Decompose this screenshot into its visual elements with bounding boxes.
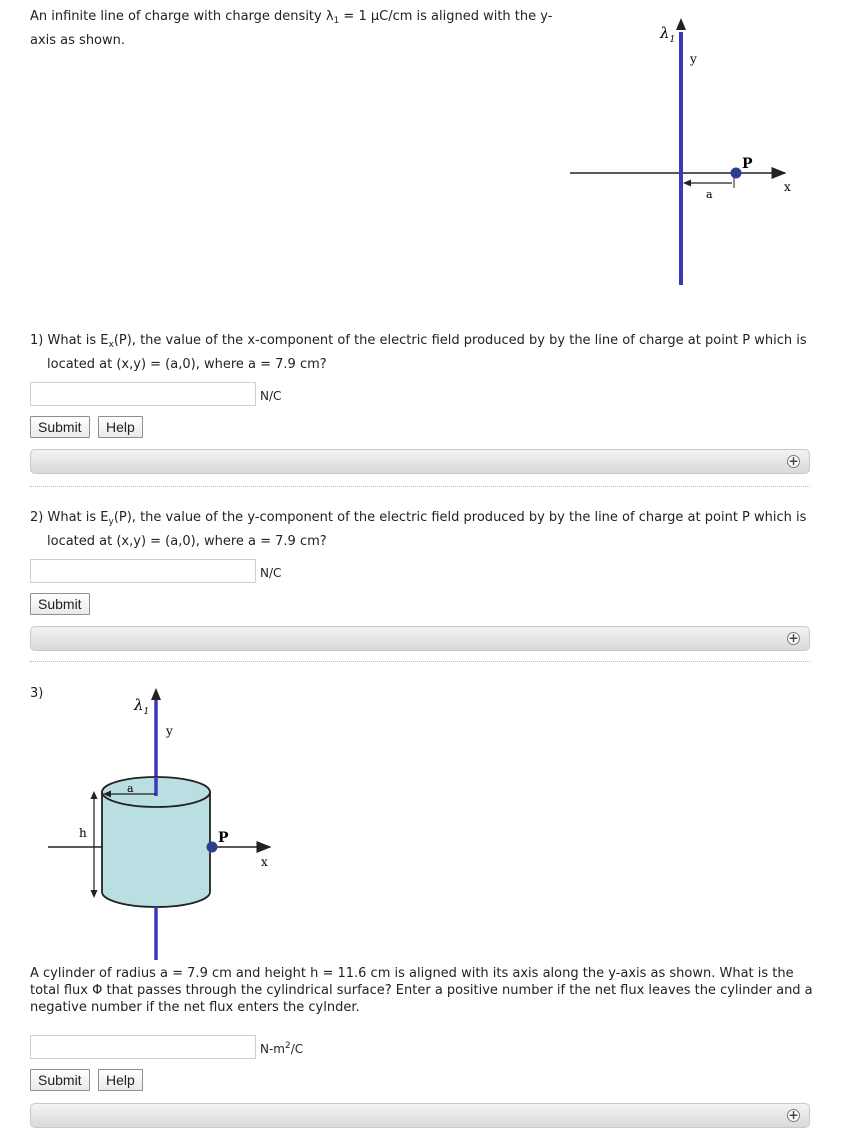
y-axis-arrowhead (676, 18, 686, 30)
p-label: P (742, 156, 753, 172)
question-3-text: A cylinder of radius a = 7.9 cm and height h = 11.6 cm is aligned with its axis along the y-axis as shown. What is the total flux Φ that passes through the cylindrical surface? Enter a positive number if the net flux leaves the cylinder and a negative number if the net flux enters the cylnder. (30, 966, 813, 1015)
question-1-text: 1) What is $E_x(P)$, the value of the x-component of the electric field produced by by the line of charge at point P which is located at (x,y) = (a,0), where a = 7.9 cm? (30, 333, 807, 372)
a-label: a (127, 782, 134, 795)
hint-bar-1[interactable] (30, 449, 810, 474)
unit-label-1: N/C (260, 389, 282, 403)
line-charge-diagram (560, 10, 820, 295)
help-button-1[interactable]: Help (98, 416, 143, 438)
submit-button-1[interactable]: Submit (30, 416, 90, 438)
x-label: x (784, 180, 791, 194)
plus-circle-icon[interactable]: + (788, 631, 799, 645)
hint-bar-2[interactable] (30, 626, 810, 651)
lambda-label: $\lambda_1$ (660, 24, 676, 45)
divider (30, 661, 810, 662)
point-p (731, 168, 742, 179)
y-label: y (166, 724, 173, 738)
p-label: P (218, 830, 229, 846)
problem-intro: An infinite line of charge with charge density $\lambda_1 = 1$ μC/cm is aligned with the y-axis as shown. (30, 9, 553, 48)
plus-circle-icon[interactable]: + (788, 1108, 799, 1122)
answer-input-1[interactable] (30, 382, 256, 406)
point-p (207, 842, 218, 853)
answer-input-3[interactable] (30, 1035, 256, 1059)
cylinder-body (102, 792, 210, 907)
divider (30, 486, 810, 487)
lambda-label: $\lambda_1$ (134, 696, 150, 717)
cylinder-diagram (40, 680, 290, 965)
h-label: h (79, 826, 87, 840)
unit-label-3: $N-m^2/C$ (260, 1041, 304, 1056)
submit-button-3[interactable]: Submit (30, 1069, 90, 1091)
question-2-text: 2) What is $E_y(P)$, the value of the y-component of the electric field produced by by the line of charge at point P which is located at (x,y) = (a,0), where a = 7.9 cm? (30, 510, 807, 549)
plus-circle-icon[interactable]: + (788, 454, 799, 468)
submit-button-2[interactable]: Submit (30, 593, 90, 615)
y-label: y (690, 52, 697, 66)
hint-bar-3[interactable] (30, 1103, 810, 1128)
unit-label-2: N/C (260, 566, 282, 580)
x-label: x (261, 855, 268, 869)
question-3-number: 3) (30, 686, 44, 701)
answer-input-2[interactable] (30, 559, 256, 583)
a-label: a (706, 188, 713, 201)
help-button-3[interactable]: Help (98, 1069, 143, 1091)
